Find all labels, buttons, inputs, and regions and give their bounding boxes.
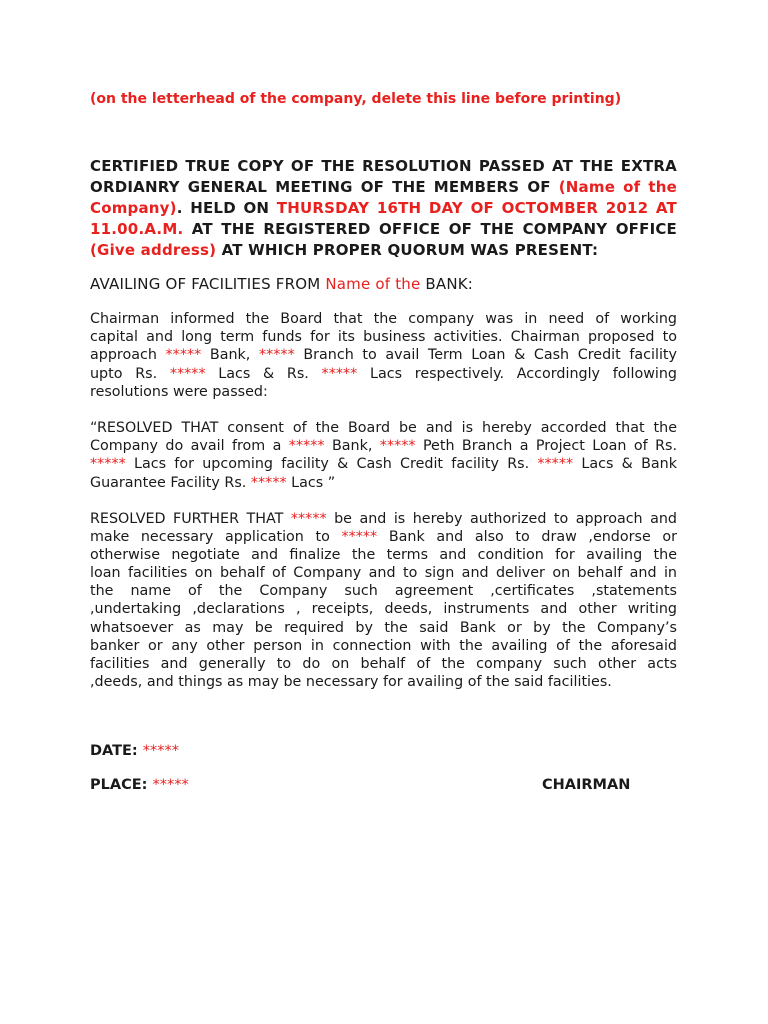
title-line-1: CERTIFIED TRUE COPY OF THE RESOLUTION PASSED AT THE EXTRA	[90, 157, 677, 175]
title-line-4: 11.00.A.M. AT THE REGISTERED OFFICE OF THE COMPANY OFFICE	[90, 220, 677, 238]
title-line-5: (Give address) AT WHICH PROPER QUORUM WAS PRESENT:	[90, 241, 599, 259]
title-line-3: Company). HELD ON THURSDAY 16TH DAY OF OCTOMBER 2012 AT	[90, 199, 677, 217]
bank-name-placeholder: Name of the	[325, 275, 421, 293]
letterhead-note: (on the letterhead of the company, delete this line before printing)	[90, 91, 622, 107]
meeting-time: 11.00.A.M.	[90, 220, 184, 238]
title-line-2: ORDIANRY GENERAL MEETING OF THE MEMBERS OF (Name of the	[90, 178, 677, 196]
section-heading: AVAILING OF FACILITIES FROM Name of the BANK:	[90, 275, 474, 293]
place-value: *****	[152, 777, 189, 793]
company-name-placeholder: (Name of the	[558, 178, 677, 196]
date-line: DATE: *****	[90, 743, 180, 759]
address-placeholder: (Give address)	[90, 241, 217, 259]
meeting-date: THURSDAY 16TH DAY OF OCTOMBER 2012 AT	[276, 199, 677, 217]
date-value: *****	[142, 743, 180, 759]
place-line: PLACE: *****	[90, 777, 189, 793]
chairman-signature-label: CHAIRMAN	[542, 777, 631, 793]
